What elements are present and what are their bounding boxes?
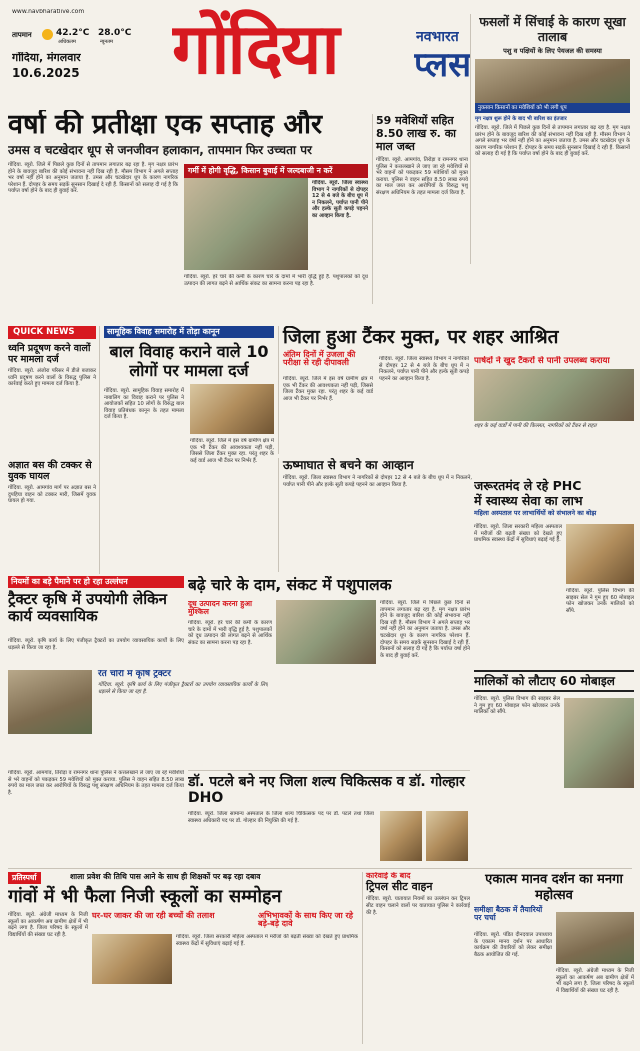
lead-body: गोंदिया. ब्यूरो. जिले में पिछले कुछ दिनों से तापमान लगातार बढ़ रहा है. मृग नक्षत्र प्रारंभ होने के बावजूद बारिश की कोई संभावना नहीं दिख रही है. मौसम विभाग ने अगले सप्ताह भर वर्षा नहीं होने का अनुमान जताया है. उमस और चटखेदार धूप के कारण नागरिक परेशान हैं. दोपहर के समय सड़कें सुनसान दिखाई दे रही हैं. किसानों को सलाह दी गई है कि पर्याप्त वर्षा होने के बाद ही बुवाई करें. (8, 162, 178, 195)
child-marriage-body: गोंदिया. ब्यूरो. सामूहिक विवाह समारोह में नाबालिग का विवाह कराने पर पुलिस ने आयोजकों सहित 10 लोगों के विरुद्ध बाल विवाह प्रतिबंधक कानून के तहत मामला दर्ज किया है. (104, 388, 184, 421)
story-school (8, 872, 358, 1044)
heat-body: गोंदिया. ब्यूरो. जिला स्वास्थ्य विभाग ने नागरिकों से दोपहर 12 से 4 बजे के बीच धूप में न निकलने, पर्याप्त पानी पीने और हल्के सूती कपड़े पहनने का आव्हान किया है. (283, 475, 472, 488)
ekatm-body: गोंदिया. ब्यूरो. पंडित दीनदयाल उपाध्याय के एकात्म मानव दर्शन पर आधारित कार्यक्रम की तैयारियों को लेकर समीक्षा बैठक आयोजित की गई. (474, 932, 552, 958)
fodder-photo (276, 600, 376, 664)
story-child-marriage (104, 326, 274, 572)
school-headline[interactable]: गांवों में भी फैला निजी स्कूलों का सम्मोहन (8, 886, 282, 907)
brand-bottom: प्लस (414, 48, 472, 84)
doctor-headline[interactable]: डॉ. पटले बने नए जिला शल्य चिकित्सक व डॉ. गोल्हार DHO (188, 774, 465, 806)
tanker-kicker: अंतिम दिनों में उजला की परीक्षा से रही दीपावली (283, 350, 356, 368)
school-body: गोंदिया. ब्यूरो. अंग्रेजी माध्यम के निजी स्कूलों का आकर्षण अब ग्रामीण क्षेत्रों में भी बढ़ने लगा है. जिला परिषद के स्कूलों में विद्यार्थियों की संख्या घट रही है. (8, 912, 88, 938)
issue-date: 10.6.2025 (12, 67, 80, 80)
fodder-body: गोंदिया. ब्यूरो. हरे चारे की कमी के कारण चारे के दामों में भारी वृद्धि हुई है. पशुपालकों को दूध उत्पादन की लागत बढ़ने से आर्थिक संकट का सामना करना पड़ रहा है. (188, 620, 272, 646)
quick-news-1-title[interactable]: ध्वनि प्रदूषण करने वालों पर मामला दर्ज (8, 343, 91, 365)
heat-headline[interactable]: ऊष्माघात से बचने का आव्हान (283, 458, 414, 472)
tanker-body-2: गोंदिया. ब्यूरो. जिला स्वास्थ्य विभाग ने नागरिकों से दोपहर 12 से 4 बजे के बीच धूप में न निकलने, पर्याप्त पानी पीने और हल्के सूती कपड़े पहनने का आव्हान किया है. (379, 356, 469, 382)
cattle-headline[interactable]: 59 मवेशियों सहित 8.50 लाख रु. का माल जब्त (376, 114, 456, 153)
temp-max-label: अधिकतम (58, 39, 76, 45)
child-marriage-headline[interactable]: बाल विवाह कराने वाले 10 लोगों पर मामला दर्ज (109, 342, 269, 381)
triple-seat-headline[interactable]: ट्रिपल सीट वाहन (366, 880, 433, 894)
quick-news-label: QUICK NEWS (8, 326, 96, 339)
ekatm-body-2: गोंदिया. ब्यूरो. अंग्रेजी माध्यम के निजी स्कूलों का आकर्षण अब ग्रामीण क्षेत्रों में भी बढ़ने लगा है. जिला परिषद के स्कूलों में विद्यार्थियों की संख्या घट रही है. (556, 968, 634, 994)
temp-max: 42.2°C (56, 28, 90, 38)
tractor-headline[interactable]: ट्रैक्टर कृषि में उपयोगी लेकिन कार्य व्यवसायिक (8, 590, 167, 626)
school-kicker: शाला प्रवेश की तिथि पास आने के साथ ही शिक्षकों पर बढ़ रहा दबाव (70, 872, 261, 881)
dry-pond-photo (475, 59, 630, 103)
mobile-body: गोंदिया. ब्यूरो. पुलिस विभाग की साइबर सेल ने गुम हुए 60 मोबाइल फोन खोजकर उनके मालिकों को सौंपे. (474, 696, 560, 716)
parshad-caption: शहर के कई वार्डों में पानी की किल्लत, नागरिकों को टैंकर से राहत (474, 423, 597, 429)
lead-headline[interactable]: वर्षा की प्रतीक्षा एक सप्ताह और (8, 110, 323, 140)
story-lead (8, 110, 368, 320)
school-sub-2: अभिभावकों के साथ किए जा रहे बड़े-बड़े दावे (258, 911, 353, 929)
parshad-photo (474, 369, 634, 421)
dry-pond-headline[interactable]: फसलों में सिंचाई के कारण सूखा तालाब (479, 14, 626, 44)
dry-pond-body: गोंदिया. ब्यूरो. जिले में पिछले कुछ दिनों से तापमान लगातार बढ़ रहा है. मृग नक्षत्र प्रारंभ होने के बावजूद बारिश की कोई संभावना नहीं दिख रही है. मौसम विभाग ने अगले सप्ताह भर वर्षा नहीं होने का अनुमान जताया है. उमस और चटखेदार धूप के कारण नागरिक परेशान हैं. दोपहर के समय सड़कें सुनसान दिखाई दे रही हैं. किसानों को सलाह दी गई है कि पर्याप्त वर्षा होने के बाद ही बुवाई करें. (475, 124, 630, 158)
tractor-body-2: गोंदिया. ब्यूरो. आमगांव, तिरोड़ा व रामनगर थाना पुलिस ने कत्तलखाने ले जाए जा रहे मवेशियों से भरे वाहनों को पकड़कर 59 मवेशियों को मुक्त कराया. पुलिस ने वाहन सहित 8.50 लाख रुपये का माल जब्त कर आरोपियों के विरुद्ध पशु संरक्षण अधिनियम के तहत मामला दर्ज किया है. (8, 770, 184, 796)
story-mobile (474, 670, 634, 866)
quick-news-1-body: गोंदिया. ब्यूरो. अंजोरा परिसर में डीजे बजाकर ध्वनि प्रदूषण करने वालों के विरुद्ध पुलिस ने कार्रवाई करते हुए मामला दर्ज किया है. (8, 368, 96, 388)
quick-news (8, 326, 100, 574)
story-parshad (474, 356, 634, 476)
phc-photo (566, 524, 634, 584)
ekatm-headline[interactable]: एकात्म मानव दर्शन का मनगा महोत्सव (485, 872, 623, 903)
phc-subhead: महिला अस्पताल पर लाभार्थियों को संभालने का बोझ (474, 509, 597, 517)
ekatm-subhead: समीक्षा बैठक में तैयारियों पर चर्चा (474, 905, 543, 922)
school-photo (92, 934, 172, 984)
lead-subhead: उमस व चटखेदार धूप से जनजीवन हलाकान, तापमान फिर उच्चता पर (8, 143, 312, 157)
triple-seat-body: गोंदिया. ब्यूरो. यातायात नियमों का उल्लंघन कर ट्रिपल सीट वाहन चलाने वालों पर यातायात पुलिस ने कार्रवाई की है. (366, 896, 470, 916)
temp-label: तापमान (12, 31, 32, 39)
cattle-body: गोंदिया. ब्यूरो. आमगांव, तिरोड़ा व रामनगर थाना पुलिस ने कत्तलखाने ले जाए जा रहे मवेशियों से भरे वाहनों को पकड़कर 59 मवेशियों को मुक्त कराया. पुलिस ने वाहन सहित 8.50 लाख रुपये का माल जब्त कर आरोपियों के विरुद्ध पशु संरक्षण अधिनियम के तहत मामला दर्ज किया है. (376, 157, 468, 196)
sun-icon (42, 29, 53, 40)
dry-pond-subhead: पशु व पक्षियों के लिए पेयजल की समस्या (503, 47, 602, 55)
sand-photo (8, 670, 92, 734)
triple-seat-kicker: कार्रवाई के बाद (366, 872, 411, 880)
story-dry-pond (470, 14, 630, 264)
school-sub-1: घर-घर जाकर की जा रही बच्चों की तलाश (92, 911, 215, 920)
child-marriage-kicker: सामूहिक विवाह समारोह में तोड़ा कानून (104, 326, 274, 338)
dateline: गोंदिया, मंगलवार (12, 52, 81, 64)
temp-min-label: न्यूनतम (100, 39, 113, 45)
parshad-headline[interactable]: पार्षदों ने खुद टैंकरों से पानी उपलब्ध कराया (474, 356, 610, 366)
phc-body: गोंदिया. ब्यूरो. जिला सरकारी महिला अस्पताल में मरीजों की बढ़ती संख्या को देखते हुए प्राथमिक स्वास्थ्य केंद्रों में सुविधाएं बढ़ाई गई हैं. (474, 524, 562, 544)
lead-photo (184, 178, 308, 270)
fodder-body-2: गोंदिया. ब्यूरो. जिले में पिछले कुछ दिनों से तापमान लगातार बढ़ रहा है. मृग नक्षत्र प्रारंभ होने के बावजूद बारिश की कोई संभावना नहीं दिख रही है. मौसम विभाग ने अगले सप्ताह भर वर्षा नहीं होने का अनुमान जताया है. उमस और चटखेदार धूप के कारण नागरिक परेशान हैं. दोपहर के समय सड़कें सुनसान दिखाई दे रही हैं. किसानों को सलाह दी गई है कि पर्याप्त वर्षा होने के बाद ही बुवाई करें. (380, 600, 470, 659)
paper-title: गोंदिया (172, 8, 338, 90)
phc-body-2: गोंदिया. ब्यूरो. पुलिस विभाग की साइबर सेल ने गुम हुए 60 मोबाइल फोन खोजकर उनके मालिकों को सौंपे. (566, 588, 634, 614)
child-marriage-illustration (190, 384, 274, 434)
story-sand-theft (8, 670, 268, 766)
brand-top: नवभारत (416, 30, 459, 45)
doctor-body: गोंदिया. ब्यूरो. जिला सामान्य अस्पताल के जिला शल्य चिकित्सक पद पर डॉ. पटले तथा जिला स्वास्थ्य अधिकारी पद पर डॉ. गोल्हार की नियुक्ति की गई है. (188, 811, 374, 824)
lead-photo-side: गोंदिया. ब्यूरो. जिला स्वास्थ्य विभाग ने नागरिकों से दोपहर 12 से 4 बजे के बीच धूप में न निकलने, पर्याप्त पानी पीने और हल्के सूती कपड़े पहनने का आव्हान किया है. (312, 180, 368, 219)
tanker-body: गोंदिया. ब्यूरो. जिले में इस वर्ष ग्रामीण क्षेत्र में एक भी टैंकर की आवश्यकता नहीं पड़ी, जिससे जिला टैंकर मुक्त रहा. परंतु शहर के कई वार्ड आज भी टैंकर पर निर्भर हैं. (283, 376, 373, 402)
sand-headline[interactable]: रेत चोरी में कृषि ट्रैक्टर (98, 670, 171, 679)
fodder-headline[interactable]: बढ़े चारे के दाम, संकट में पशुपालक (188, 576, 392, 594)
child-marriage-body-2: गोंदिया. ब्यूरो. जिले में इस वर्ष ग्रामीण क्षेत्र में एक भी टैंकर की आवश्यकता नहीं पड़ी, जिससे जिला टैंकर मुक्त रहा. परंतु शहर के कई वार्ड आज भी टैंकर पर निर्भर हैं. (190, 438, 274, 464)
quick-news-2-body: गोंदिया. ब्यूरो. आमगांव मार्ग पर अज्ञात बस ने दुपहिया वाहन को टक्कर मारी, जिसमें युवक घायल हो गया. (8, 485, 96, 505)
story-doctor (188, 770, 470, 866)
story-heat (278, 458, 472, 572)
story-ekatm (474, 872, 634, 1044)
quick-news-2-title[interactable]: अज्ञात बस की टक्कर से युवक घायल (8, 460, 92, 482)
site-url[interactable]: www.navbharatlive.com (12, 9, 85, 15)
dry-pond-caption-2: मृग नक्षत्र शुरू होने के बाद भी बारिश का इंतजार (475, 116, 567, 123)
tractor-body: गोंदिया. ब्यूरो. कृषि कार्य के लिए पंजीकृत ट्रैक्टरों का उपयोग व्यावसायिक कार्यों के लिए धड़ल्ले से किया जा रहा है. (8, 638, 184, 651)
temperature-box (12, 26, 162, 48)
fodder-inset: दूध उत्पादन करना हुआ मुश्किल (188, 600, 253, 616)
mobile-photo (564, 698, 634, 788)
school-body-2: गोंदिया. ब्यूरो. जिला सरकारी महिला अस्पताल में मरीजों की बढ़ती संख्या को देखते हुए प्राथमिक स्वास्थ्य केंद्रों में सुविधाएं बढ़ाई गई हैं. (176, 934, 358, 947)
doctor-photo-2 (426, 811, 468, 861)
mobile-headline[interactable]: मालिकों को लौटाए 60 मोबाइल (474, 670, 634, 692)
lead-body-cont: गोंदिया. ब्यूरो. हरे चारे की कमी के कारण चारे के दामों में भारी वृद्धि हुई है. पशुपालकों को दूध उत्पादन की लागत बढ़ने से आर्थिक संकट का सामना करना पड़ रहा है. (184, 274, 368, 287)
temp-min: 28.0°C (98, 28, 132, 38)
doctor-photo-1 (380, 811, 422, 861)
story-phc (474, 478, 634, 666)
tanker-headline[interactable]: जिला हुआ टैंकर मुक्त, पर शहर आश्रित (283, 326, 559, 348)
phc-kicker[interactable]: जरूरतमंद ले रहे PHC (474, 478, 582, 493)
tractor-kicker: नियमों का बड़े पैमाने पर हो रहा उल्लंघन (8, 576, 184, 588)
dry-pond-caption: नुकसान किसानों का मवेशियों को भी लगी धूप (475, 103, 630, 113)
story-cattle (372, 114, 468, 304)
story-triple-seat (362, 872, 470, 1044)
sand-body: गोंदिया. ब्यूरो. कृषि कार्य के लिए पंजीकृत ट्रैक्टरों का उपयोग व्यावसायिक कार्यों के लिए धड़ल्ले से किया जा रहा है. (98, 682, 268, 695)
section-divider (8, 868, 632, 869)
lead-photo-banner: गर्मी में होगी वृद्धि, किसान बुवाई में जल्दबाजी न करें (184, 164, 368, 178)
phc-headline[interactable]: में स्वास्थ्य सेवा का लाभ (474, 493, 583, 508)
ekatm-photo (556, 912, 634, 964)
social-icons (12, 86, 72, 94)
school-tag: प्रतिस्पर्धा (8, 872, 41, 884)
